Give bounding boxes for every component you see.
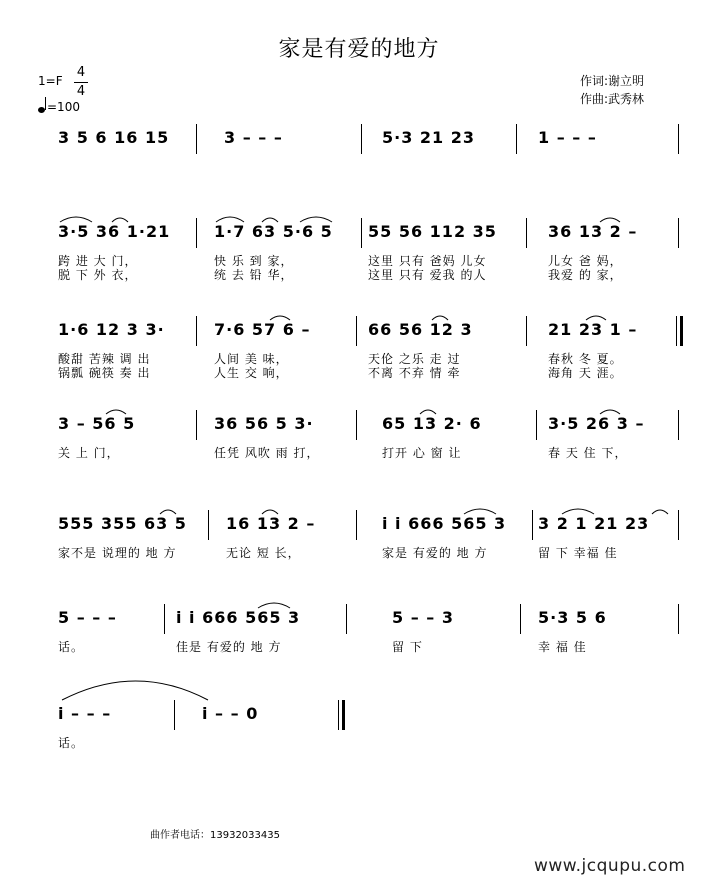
measure: i – – – (58, 704, 112, 723)
lyric: 家是 有爱的 地 方 (382, 546, 488, 560)
lyric: 不离 不弃 情 牵 (368, 366, 461, 380)
measure: i i 666 565 3 (176, 608, 301, 627)
measure: 36 56 5 3· (214, 414, 314, 433)
site-watermark: www.jcqupu.com (534, 856, 686, 876)
measure: 5 – – – (58, 608, 117, 627)
song-title: 家是有爱的地方 (278, 37, 440, 62)
measure: 1·7 63 5·6 5 (214, 222, 333, 241)
lyric: 这里 只有 爸妈 儿女 (368, 254, 487, 268)
measure: 1·6 12 3 3· (58, 320, 165, 339)
measure: 5·3 5 6 (538, 608, 607, 627)
lyric: 跨 进 大 门， (58, 254, 138, 268)
lyric: 春 天 住 下， (548, 446, 628, 460)
lyric: 佳是 有爱的 地 方 (176, 640, 282, 654)
composer-credit: 作曲:武秀林 (580, 92, 645, 106)
lyric: 留 下 (392, 640, 423, 654)
measure: 36 13 2 – (548, 222, 638, 241)
lyric: 家不是 说理的 地 方 (58, 546, 177, 560)
measure: 55 56 112 35 (368, 222, 497, 241)
time-signature-top: 4 (76, 65, 86, 80)
lyric: 海角 天 涯。 (548, 366, 623, 380)
time-signature-bottom: 4 (76, 84, 86, 99)
measure: 3 5 6 16 15 (58, 128, 170, 147)
measure: i – – 0 (202, 704, 259, 723)
measure: 5·3 21 23 (382, 128, 476, 147)
lyric: 话。 (58, 736, 85, 750)
measure: 1 – – – (538, 128, 597, 147)
lyric: 酸甜 苦辣 调 出 (58, 352, 151, 366)
measure: i i 666 565 3 (382, 514, 507, 533)
lyric: 春秋 冬 夏。 (548, 352, 623, 366)
lyric: 统 去 铅 华， (214, 268, 294, 282)
measure: 555 355 63 5 (58, 514, 187, 533)
measure: 16 13 2 – (226, 514, 316, 533)
measure: 65 13 2· 6 (382, 414, 482, 433)
lyric: 这里 只有 爱我 的人 (368, 268, 487, 282)
measure: 3·5 36 1·21 (58, 222, 171, 241)
lyric: 人生 交 响， (214, 366, 289, 380)
lyric: 打开 心 窗 让 (382, 446, 462, 460)
measure: 7·6 57 6 – (214, 320, 311, 339)
key-signature: 1=F (38, 74, 63, 88)
lyric: 任凭 风吹 雨 打， (214, 446, 320, 460)
lyric: 关 上 门， (58, 446, 120, 460)
tempo-value: =100 (47, 100, 80, 114)
lyric: 快 乐 到 家， (214, 254, 294, 268)
lyric: 天伦 之乐 走 过 (368, 352, 461, 366)
measure: 3 – – – (224, 128, 283, 147)
measure: 66 56 12 3 (368, 320, 473, 339)
measure: 3·5 26 3 – (548, 414, 645, 433)
lyric: 幸 福 佳 (538, 640, 587, 654)
measure: 5 – – 3 (392, 608, 454, 627)
composer-phone: 曲作者电话：13932033435 (150, 830, 280, 841)
lyric: 留 下 幸福 佳 (538, 546, 618, 560)
lyric: 无论 短 长， (226, 546, 301, 560)
lyricist-credit: 作词:谢立明 (580, 74, 645, 88)
lyric: 儿女 爸 妈， (548, 254, 623, 268)
lyric: 锅瓢 碗筷 奏 出 (58, 366, 151, 380)
lyric: 脱 下 外 衣， (58, 268, 138, 282)
lyric: 我爱 的 家， (548, 268, 623, 282)
lyric: 话。 (58, 640, 85, 654)
measure: 3 2 1 21 23 (538, 514, 650, 533)
lyric: 人间 美 味， (214, 352, 289, 366)
measure: 3 – 56 5 (58, 414, 136, 433)
measure: 21 23 1 – (548, 320, 638, 339)
